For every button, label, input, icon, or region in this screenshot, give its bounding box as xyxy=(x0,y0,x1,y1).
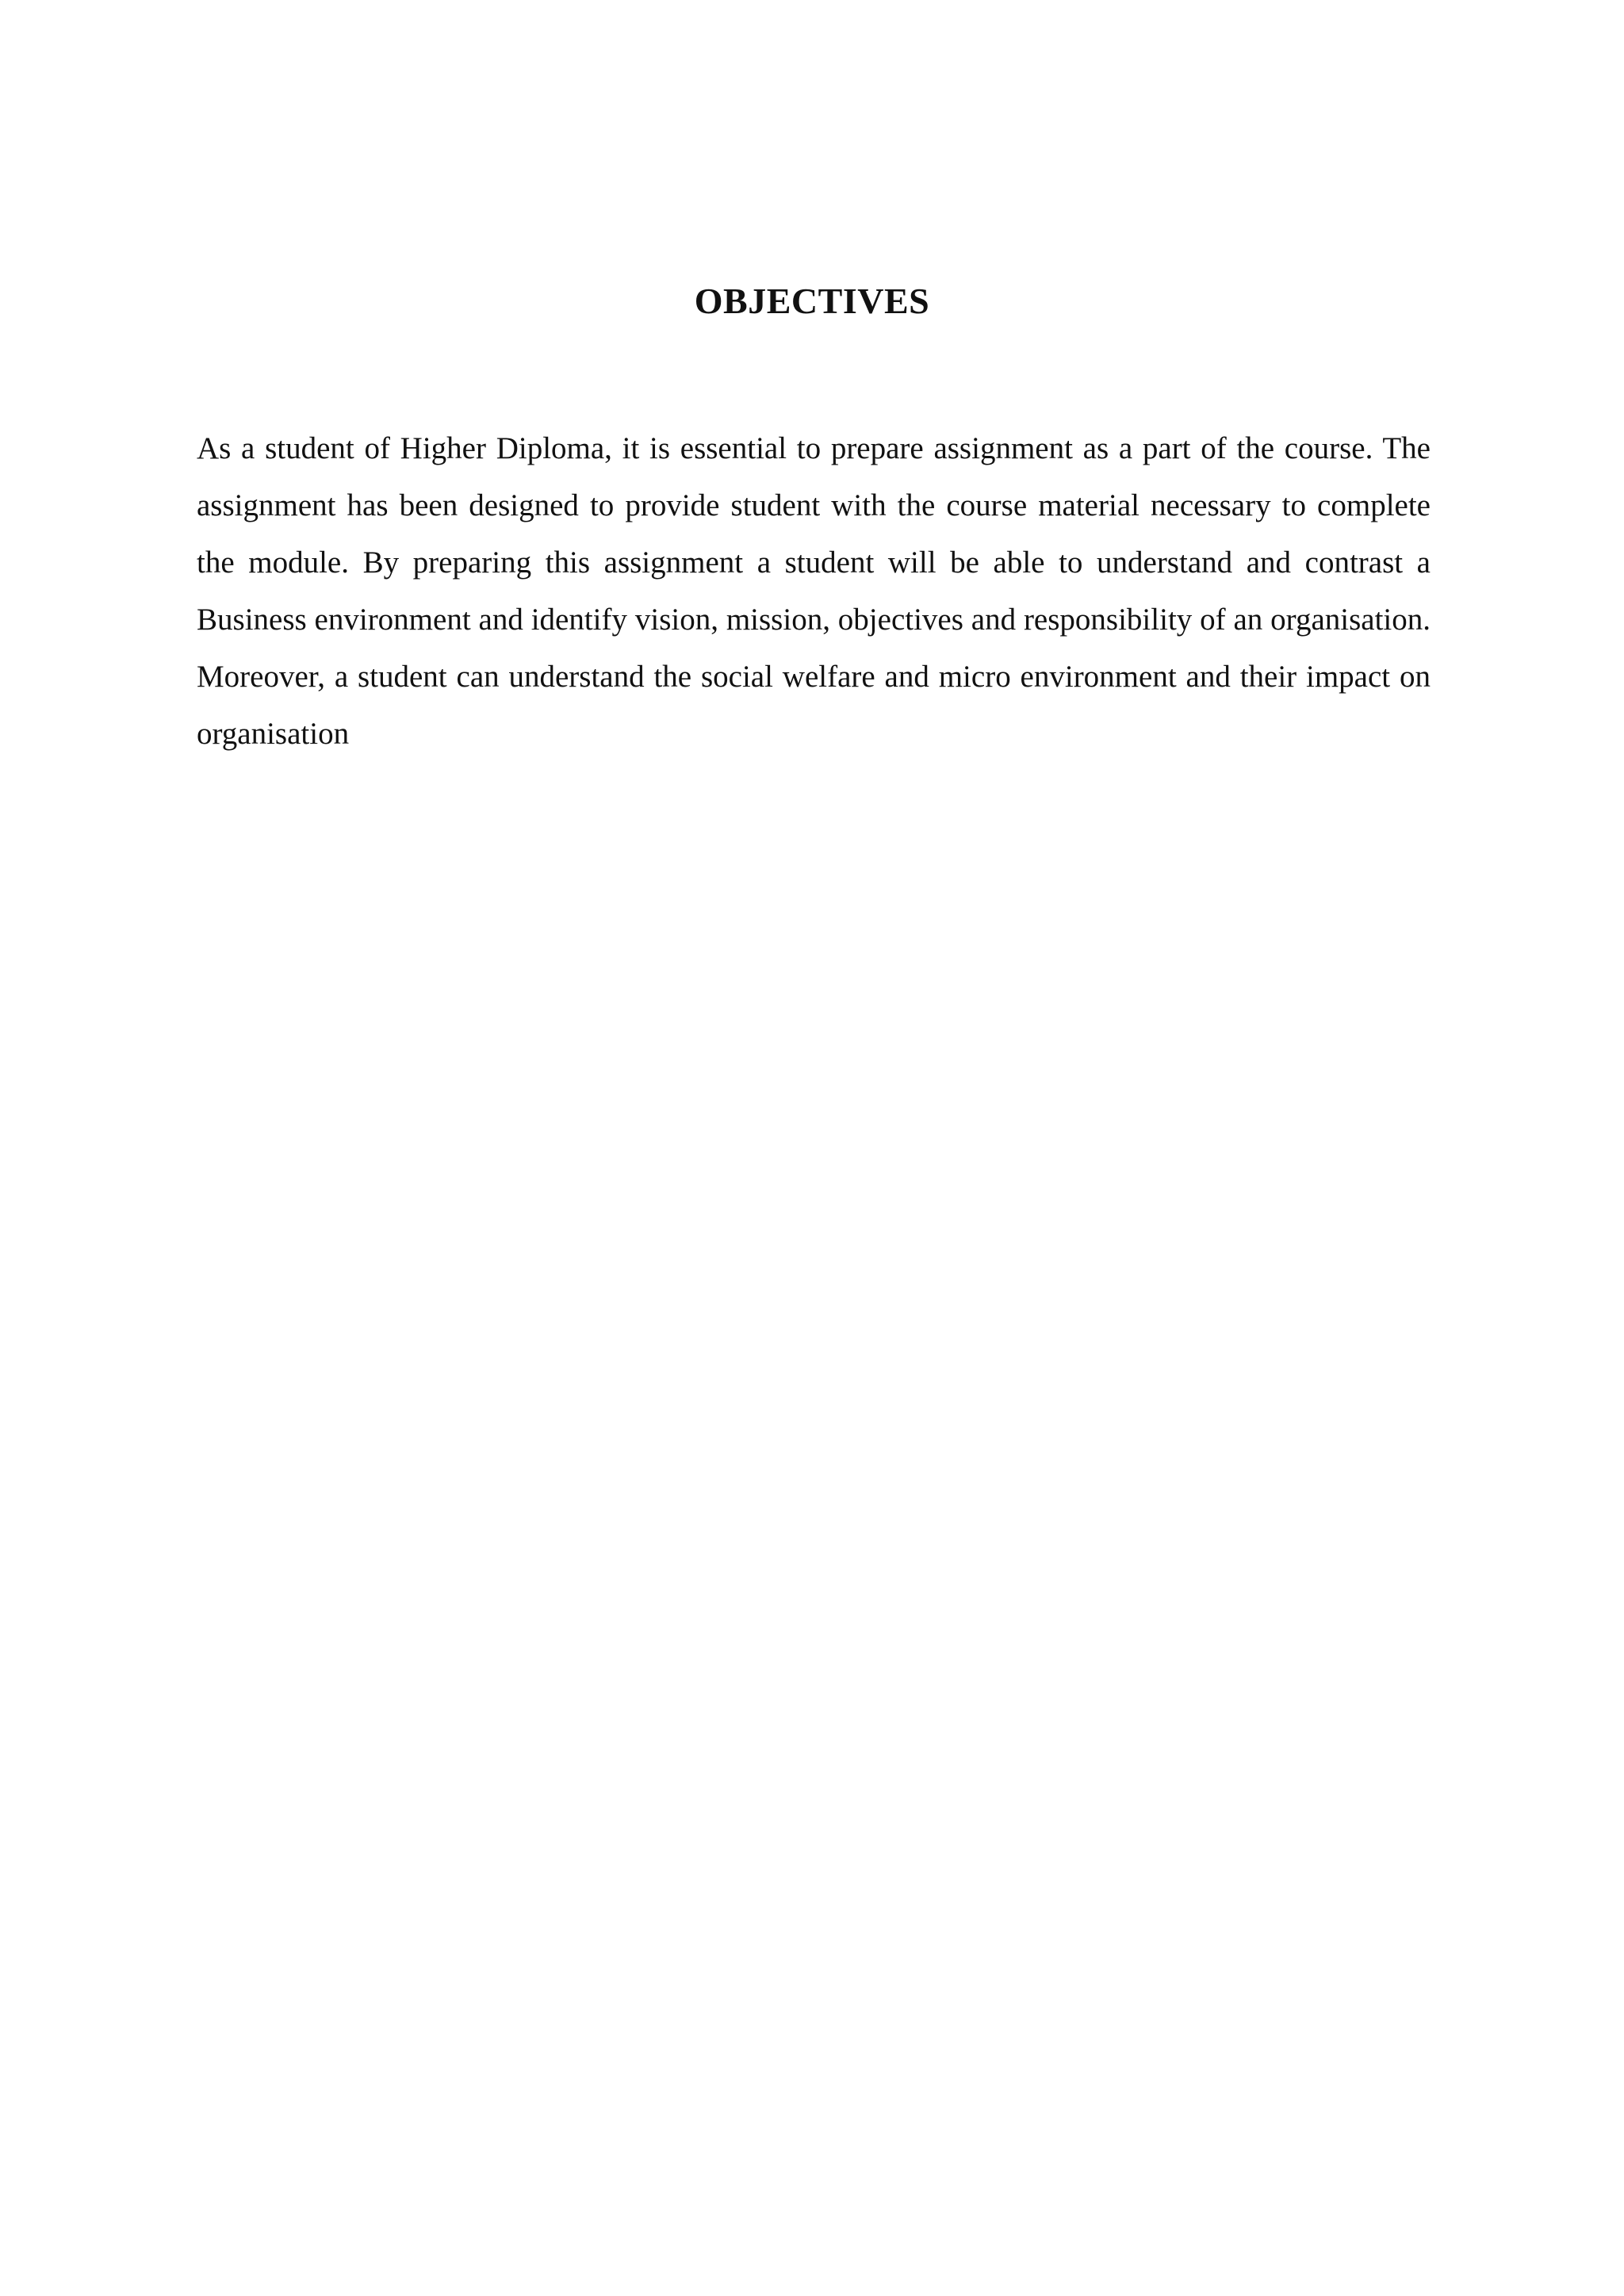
objectives-paragraph: As a student of Higher Diploma, it is essential to prepare assignment as a part of the course. The assignment has been designed to provide student with the course material necessary to complete the module. By preparing this assignment a student will be able to understand and contrast a Business environment and identify vision, mission, objectives and responsibility of an organisation. Moreover, a student can understand the social welfare and micro environment and their impact on organisation xyxy=(197,431,1431,751)
page-title: OBJECTIVES xyxy=(694,281,930,321)
